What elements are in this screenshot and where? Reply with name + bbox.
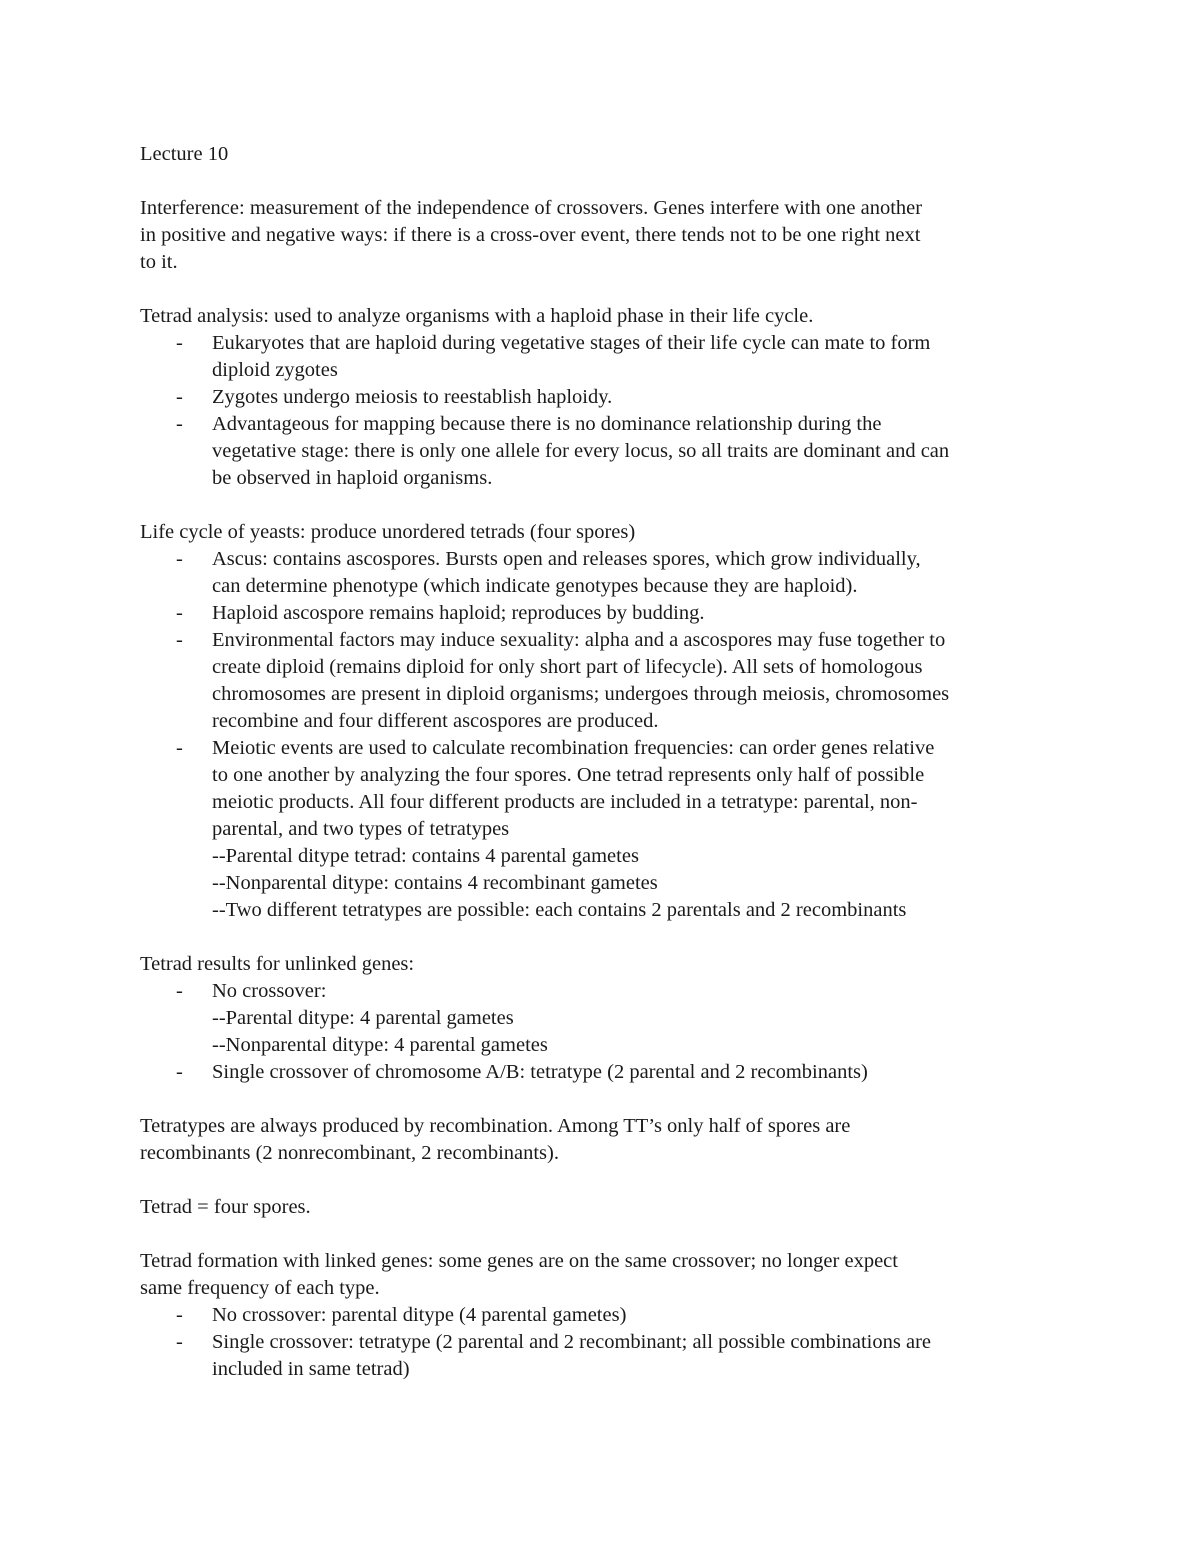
bullet-text: --Parental ditype tetrad: contains 4 parental gametes [212,845,639,867]
bullet-text: can determine phenotype (which indicate genotypes because they are haploid). [212,575,858,597]
list-item-continuation [140,438,1070,465]
list-item [140,627,1070,654]
lecture-title: Lecture 10 [140,143,229,165]
text-line: to it. [140,251,178,273]
bullet-text: No crossover: parental ditype (4 parental gametes) [212,1304,627,1326]
list-item-continuation [140,1032,1070,1059]
yeast-life-cycle-section [140,519,1070,924]
list-item-continuation [140,789,1070,816]
list-item-continuation [140,654,1070,681]
tetrad-definition: Tetrad = four spores. [140,1196,311,1218]
list-item [140,978,1070,1005]
bullet-dash: - [176,1061,183,1083]
section-heading: Tetrad results for unlinked genes: [140,953,415,975]
bullet-dash: - [176,629,183,651]
list-item-continuation [140,1356,1070,1383]
interference-paragraph [140,195,1070,276]
bullet-text: diploid zygotes [212,359,338,381]
bullet-text: --Two different tetratypes are possible: each contains 2 parentals and 2 recombinants [212,899,907,921]
unlinked-genes-section [140,951,1070,1086]
bullet-text: recombine and four different ascospores are produced. [212,710,659,732]
bullet-dash: - [176,980,183,1002]
section-heading: same frequency of each type. [140,1277,380,1299]
bullet-text: Ascus: contains ascospores. Bursts open and releases spores, which grow individually, [212,548,921,570]
tetratypes-paragraph [140,1113,1070,1167]
document-page [140,141,1070,1383]
bullet-text: No crossover: [212,980,327,1002]
bullet-dash: - [176,1331,183,1353]
linked-genes-section [140,1248,1070,1383]
list-item [140,1329,1070,1356]
list-item [140,735,1070,762]
list-item-continuation [140,762,1070,789]
text-line: recombinants (2 nonrecombinant, 2 recombinants). [140,1142,559,1164]
list-item [140,411,1070,438]
bullet-text: Zygotes undergo meiosis to reestablish haploidy. [212,386,613,408]
list-item [140,384,1070,411]
bullet-text: chromosomes are present in diploid organisms; undergoes through meiosis, chromosomes [212,683,950,705]
text-line: Interference: measurement of the independence of crossovers. Genes interfere with one another [140,197,923,219]
list-item-continuation [140,465,1070,492]
list-item-continuation [140,573,1070,600]
list-item [140,546,1070,573]
list-item-continuation [140,870,1070,897]
section-heading: Life cycle of yeasts: produce unordered tetrads (four spores) [140,521,636,543]
list-item-continuation [140,816,1070,843]
bullet-text: Advantageous for mapping because there is no dominance relationship during the [212,413,882,435]
list-item [140,600,1070,627]
bullet-dash: - [176,413,183,435]
bullet-list [140,330,1070,492]
bullet-text: --Nonparental ditype: contains 4 recombinant gametes [212,872,658,894]
list-item [140,1059,1070,1086]
list-item-continuation [140,843,1070,870]
section-heading: Tetrad formation with linked genes: some genes are on the same crossover; no longer expect [140,1250,898,1272]
bullet-text: Single crossover of chromosome A/B: tetratype (2 parental and 2 recombinants) [212,1061,868,1083]
bullet-text: Eukaryotes that are haploid during vegetative stages of their life cycle can mate to form [212,332,931,354]
bullet-list [140,978,1070,1086]
bullet-text: --Nonparental ditype: 4 parental gametes [212,1034,548,1056]
list-item-continuation [140,897,1070,924]
text-line: Tetratypes are always produced by recombination. Among TT’s only half of spores are [140,1115,851,1137]
text-line: in positive and negative ways: if there is a cross-over event, there tends not to be one right next [140,224,921,246]
list-item-continuation [140,681,1070,708]
list-item [140,1302,1070,1329]
list-item [140,330,1070,357]
list-item-continuation [140,708,1070,735]
section-heading: Tetrad analysis: used to analyze organisms with a haploid phase in their life cycle. [140,305,814,327]
list-item-continuation [140,1005,1070,1032]
bullet-text: --Parental ditype: 4 parental gametes [212,1007,514,1029]
bullet-dash: - [176,1304,183,1326]
bullet-text: vegetative stage: there is only one allele for every locus, so all traits are dominant and can [212,440,950,462]
bullet-text: Single crossover: tetratype (2 parental and 2 recombinant; all possible combinations are [212,1331,931,1353]
bullet-dash: - [176,548,183,570]
bullet-text: meiotic products. All four different products are included in a tetratype: parental, non- [212,791,918,813]
bullet-dash: - [176,386,183,408]
bullet-dash: - [176,332,183,354]
bullet-text: Environmental factors may induce sexuality: alpha and a ascospores may fuse together to [212,629,946,651]
bullet-text: Haploid ascospore remains haploid; reproduces by budding. [212,602,705,624]
bullet-text: to one another by analyzing the four spores. One tetrad represents only half of possible [212,764,925,786]
bullet-text: be observed in haploid organisms. [212,467,493,489]
tetrad-analysis-section [140,303,1070,492]
bullet-list [140,546,1070,924]
bullet-text: create diploid (remains diploid for only short part of lifecycle). All sets of homologous [212,656,923,678]
list-item-continuation [140,357,1070,384]
bullet-dash: - [176,602,183,624]
bullet-list [140,1302,1070,1383]
bullet-text: Meiotic events are used to calculate recombination frequencies: can order genes relative [212,737,935,759]
bullet-text: included in same tetrad) [212,1358,410,1380]
bullet-text: parental, and two types of tetratypes [212,818,510,840]
bullet-dash: - [176,737,183,759]
